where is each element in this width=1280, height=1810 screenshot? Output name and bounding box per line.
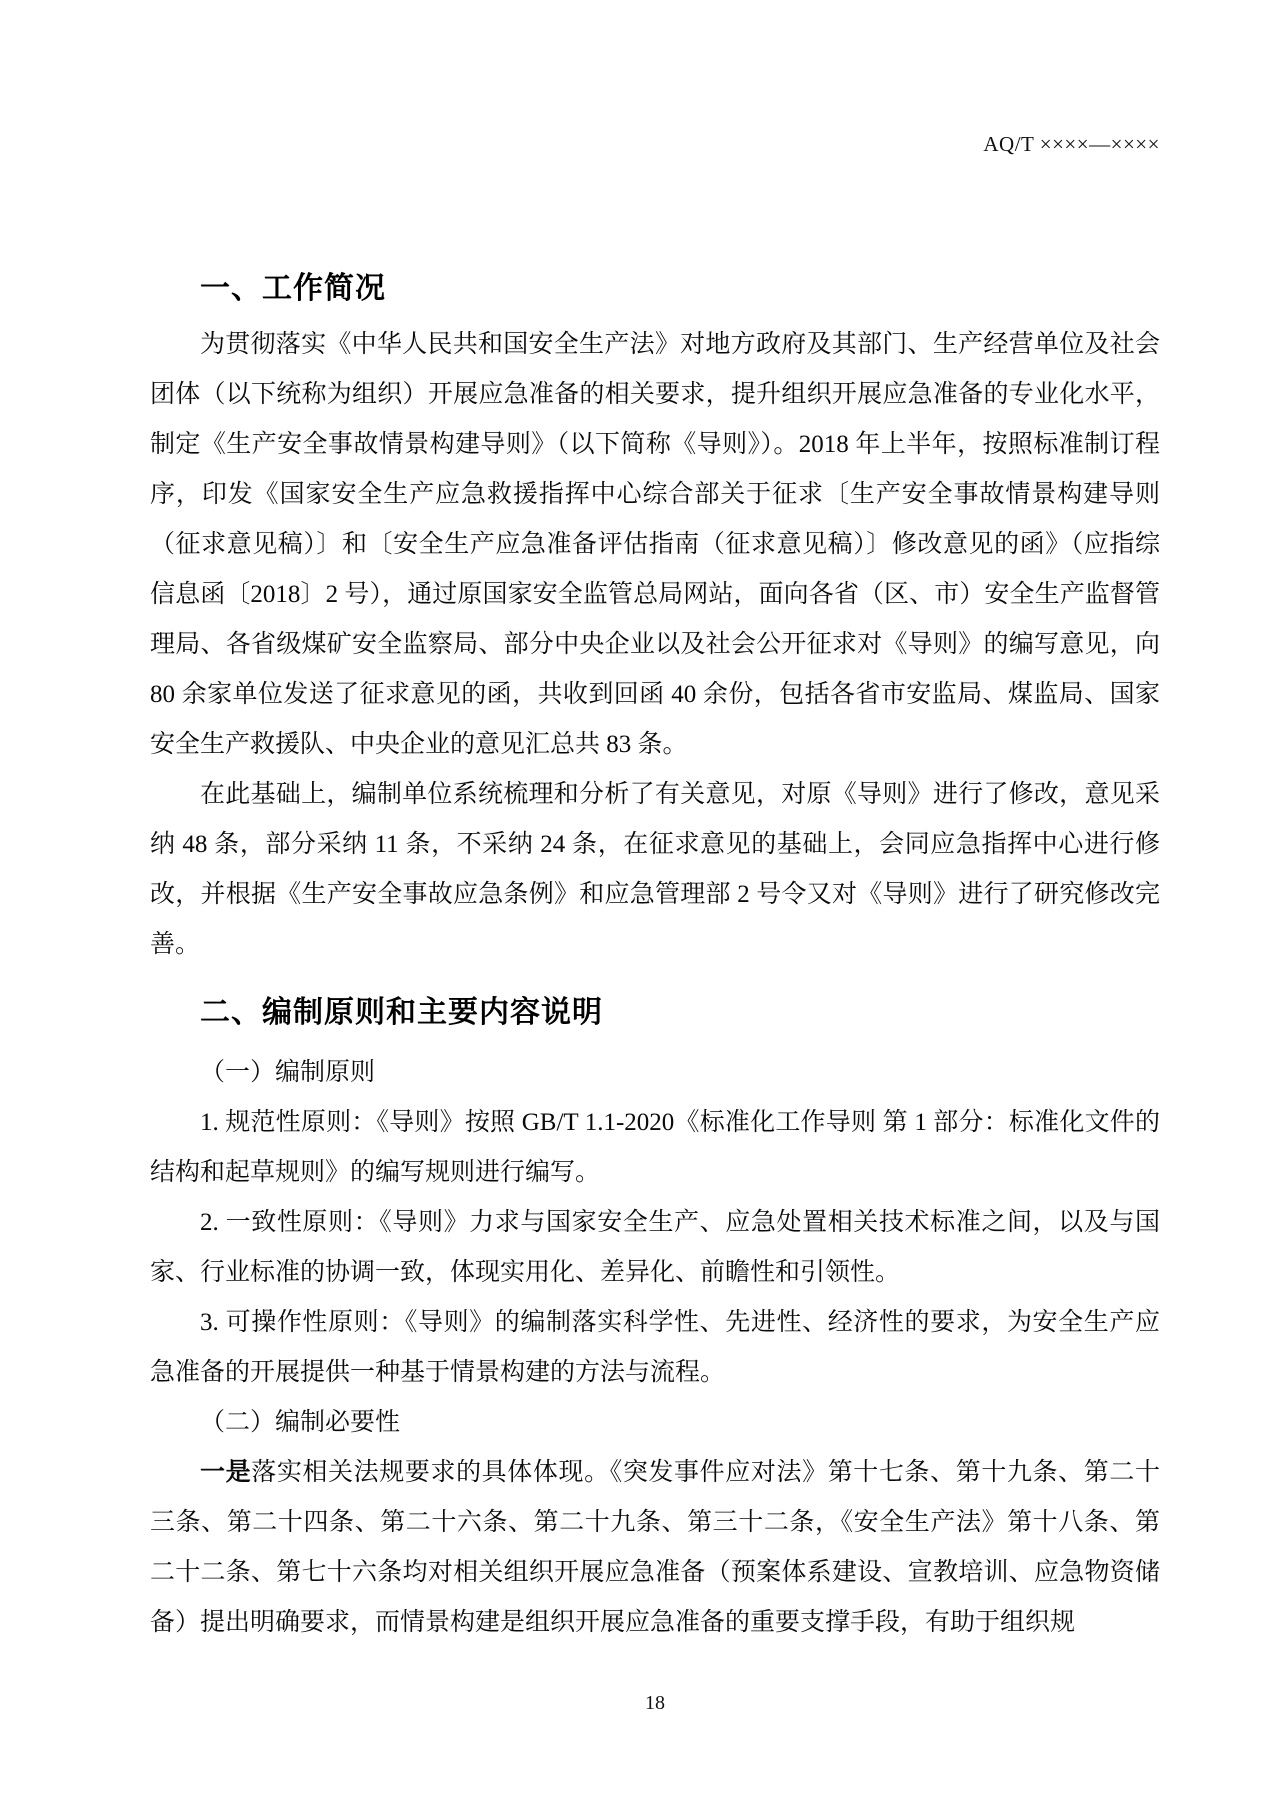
subsection-2-label: （二）编制必要性 <box>200 1409 401 1436</box>
principle-3-paragraph: 3. 可操作性原则：《导则》的编制落实科学性、先进性、经济性的要求，为安全生产应急准备的开展提供一种基于情景构建的方法与流程。 <box>150 1309 1160 1386</box>
section-1-paragraph-1: 为贯彻落实《中华人民共和国安全生产法》对地方政府及其部门、生产经营单位及社会团体（以下统称为组织）开展应急准备的相关要求，提升组织开展应急准备的专业化水平，制定《生产安全事故情景构建导则》（以下简称《导则》）。2018 年上半年，按照标准制订程序，印发《国家安全生产应急救援指挥中心综合部关于征求〔生产安全事故情景构建导则（征求意见稿）〕和〔安全生产应急准备评估指南（征求意见稿）〕修改意见的函》（应指综信息函〔2018〕2 号），通过原国家安全监管总局网站，面向各省（区、市）安全生产监督管理局、各省级煤矿安全监察局、部分中央企业以及社会公开征求对《导则》的编写意见，向 80 余家单位发送了征求意见的函，共收到回函 40 余份，包括各省市安监局、煤监局、国家安全生产救援队、中央企业的意见汇总共 83 条。 <box>150 331 1160 758</box>
necessity-body-text: 落实相关法规要求的具体体现。《突发事件应对法》第十七条、第十九条、第二十三条、第二十四条、第二十六条、第二十九条、第三十二条，《安全生产法》第十八条、第二十二条、第七十六条均对相关组织开展应急准备（预案体系建设、宣教培训、应急物资储备）提出明确要求，而情景构建是组织开展应急准备的重要支撑手段，有助于组织规 <box>150 1459 1160 1636</box>
standard-code-header: AQ/T ××××—×××× <box>983 132 1160 156</box>
necessity-lead-text: 一是 <box>200 1459 252 1486</box>
necessity-paragraph <box>150 1448 1160 1648</box>
subsection-1-label: （一）编制原则 <box>200 1059 376 1086</box>
principle-1-paragraph: 1. 规范性原则：《导则》按照 GB/T 1.1-2020《标准化工作导则 第 1 部分：标准化文件的结构和起草规则》的编写规则进行编写。 <box>150 1109 1160 1186</box>
section-1-paragraph-2: 在此基础上，编制单位系统梳理和分析了有关意见，对原《导则》进行了修改，意见采纳 48 条，部分采纳 11 条，不采纳 24 条，在征求意见的基础上，会同应急指挥中心进行修改，并根据《生产安全事故应急条例》和应急管理部 2 号令又对《导则》进行了研究修改完善。 <box>150 781 1160 958</box>
section-2-heading: 二、编制原则和主要内容说明 <box>200 996 603 1029</box>
document-body <box>150 268 1160 1648</box>
principle-2-paragraph: 2. 一致性原则：《导则》力求与国家安全生产、应急处置相关技术标准之间，以及与国家、行业标准的协调一致，体现实用化、差异化、前瞻性和引领性。 <box>150 1209 1160 1286</box>
section-1-heading: 一、工作简况 <box>200 272 386 305</box>
page-number: 18 <box>645 1692 665 1714</box>
